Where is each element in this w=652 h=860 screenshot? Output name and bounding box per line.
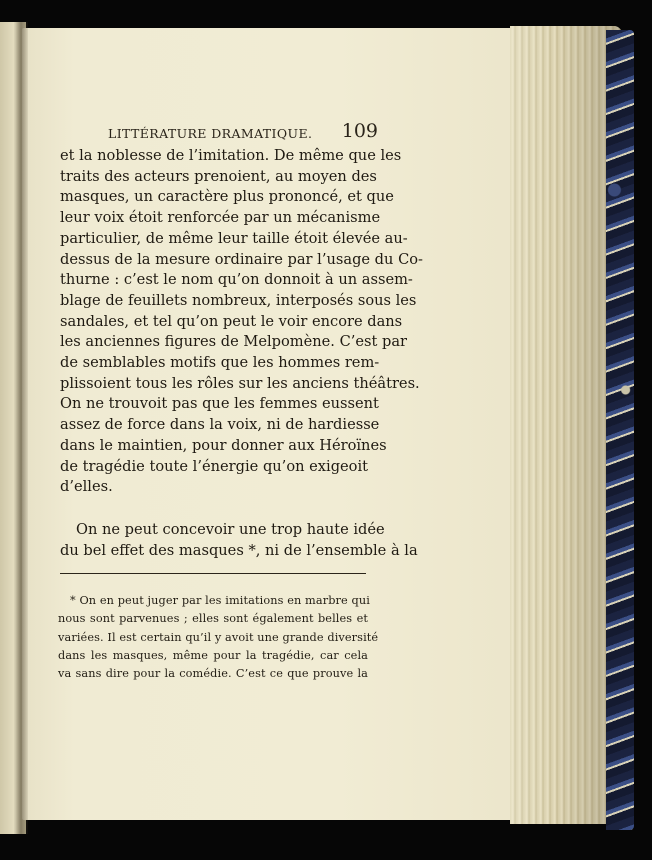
text-line: les anciennes figures de Melpomène. C’est par bbox=[60, 333, 408, 351]
text-line: dessus de la mesure ordinaire par l’usage du Co- bbox=[60, 250, 423, 268]
footnote bbox=[58, 592, 379, 683]
text-line: thurne : c’est le nom qu’on donnoit à un assem- bbox=[60, 271, 413, 289]
footnote-line: dans les masques, même pour la tragédie, car cela bbox=[58, 648, 368, 662]
marbled-cover-edge bbox=[606, 30, 634, 830]
text-line: sandales, et tel qu’on peut le voir encore dans bbox=[60, 312, 403, 330]
text-line: assez de force dans la voix, ni de hardiesse bbox=[60, 416, 380, 434]
text-line: blage de feuillets nombreux, interposés sous les bbox=[60, 291, 417, 309]
text-line: On ne trouvoit pas que les femmes eussent bbox=[60, 395, 379, 413]
text-line: du bel effet des masques *, ni de l’ensemble à la bbox=[60, 541, 418, 559]
text-line: dans le maintien, pour donner aux Héroïnes bbox=[60, 436, 387, 454]
page-number: 109 bbox=[341, 120, 378, 142]
text-line: masques, un caractère plus prononcé, et que bbox=[60, 188, 394, 206]
text-line: plissoient tous les rôles sur les anciens théâtres. bbox=[60, 374, 420, 392]
book-gutter bbox=[14, 22, 28, 834]
main-text bbox=[60, 146, 423, 561]
text-line: On ne peut concevoir une trop haute idée bbox=[76, 520, 385, 538]
footnote-line: va sans dire pour la comédie. C’est ce que prouve la bbox=[58, 667, 368, 681]
text-line: de tragédie toute l’énergie qu’on exigeoit bbox=[60, 457, 368, 475]
footnote-line: * On en peut juger par les imitations en marbre qui bbox=[70, 594, 370, 607]
paragraph-gap bbox=[60, 498, 368, 520]
running-head: LITTÉRATURE DRAMATIQUE. bbox=[108, 126, 313, 141]
page-header bbox=[108, 120, 378, 144]
text-line: traits des acteurs prenoient, au moyen des bbox=[60, 167, 377, 185]
footnote-line: variées. Il est certain qu’il y avoit une grande diversité bbox=[58, 630, 379, 644]
text-line: d’elles. bbox=[60, 478, 113, 496]
text-line: leur voix étoit renforcée par un mécanisme bbox=[60, 209, 381, 227]
text-line: et la noblesse de l’imitation. De même que les bbox=[60, 147, 402, 164]
footnote-rule bbox=[60, 573, 366, 574]
text-line: particulier, de même leur taille étoit élevée au- bbox=[60, 229, 408, 247]
text-line: de semblables motifs que les hommes rem- bbox=[60, 354, 380, 372]
footnote-line: nous sont parvenues ; elles sont également belles et bbox=[58, 612, 368, 626]
